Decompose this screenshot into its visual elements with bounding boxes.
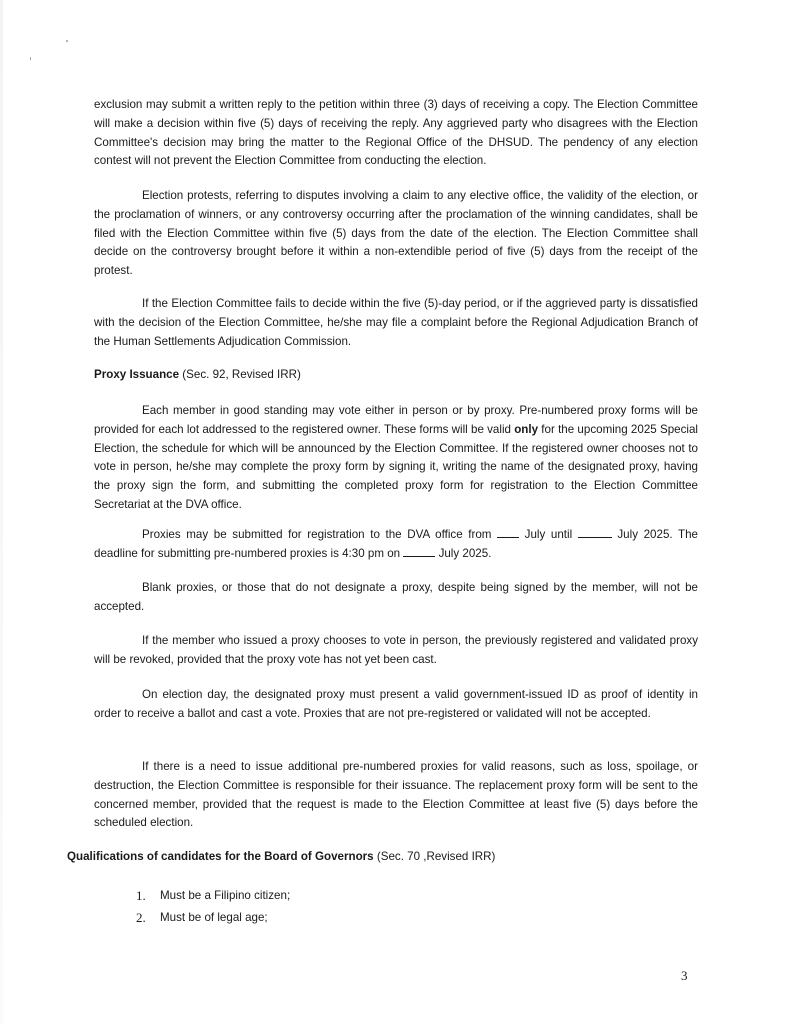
paragraph-election-protests: Election protests, referring to disputes involving a claim to any elective office, the validity of the election, or the proclamation of winners, or any controversy occurring after the proclamation of the winning candidates, shall be filed with the Election Committee within five (5) days from the date of the election. The Election Committee shall decide on the controversy brought before it within a non-extendible period of five (5) days from the receipt of the protest. xyxy=(94,189,698,278)
heading-bold-text: Proxy Issuance xyxy=(94,368,180,381)
heading-reference-text: (Sec. 70 ,Revised IRR) xyxy=(373,850,496,863)
paragraph-proxy-voting xyxy=(94,402,698,515)
registration-text-part: July 2025. The deadline for submitting pre-numbered proxies is 4:30 pm on xyxy=(94,528,698,560)
paragraph-proxy-revocation: If the member who issued a proxy chooses to vote in person, the previously registered and validated proxy will be revoked, provided that the proxy vote has not yet been cast. xyxy=(94,634,698,666)
list-item-text: Must be of legal age; xyxy=(160,911,268,924)
qualifications-list xyxy=(136,885,290,929)
paragraph-committee-failure: If the Election Committee fails to decide within the five (5)-day period, or if the aggrieved party is dissatisfied with the decision of the Election Committee, he/she may file a complaint before the Regional Adjudication Branch of the Human Settlements Adjudication Commission. xyxy=(94,297,698,348)
paragraph-exclusion-reply: exclusion may submit a written reply to the petition within three (3) days of receiving a copy. The Election Committee will make a decision within five (5) days of receiving the reply. Any aggrieved party who disagrees with the Election Committee's decision may bring the matter to the Regional Office of the DHSUD. The pendency of any election contest will not prevent the Election Committee from conducting the election. xyxy=(94,98,698,168)
heading-bold-text: Qualifications of candidates for the Board of Governors xyxy=(67,850,374,863)
registration-text-part: July until xyxy=(519,528,578,541)
scan-speck xyxy=(66,40,68,42)
list-item-text: Must be a Filipino citizen; xyxy=(160,889,291,902)
section-heading-qualifications xyxy=(67,848,495,867)
heading-reference-text: (Sec. 92, Revised IRR) xyxy=(179,368,301,381)
list-item xyxy=(136,907,290,929)
list-item-number: 1. xyxy=(136,888,146,903)
proxy-text-part: Each member in good standing may vote either in person or by proxy. Pre-numbered proxy forms will be provided for each lot addressed to the registered owner. These forms will be valid xyxy=(94,404,698,436)
registration-text-part: Proxies may be submitted for registration to the DVA office from xyxy=(142,528,498,541)
registration-text-part: July 2025. xyxy=(435,546,492,560)
list-item-number: 2. xyxy=(136,910,146,925)
paragraph-additional-proxies: If there is a need to issue additional pre-numbered proxies for valid reasons, such as loss, spoilage, or destruction, the Election Committee is responsible for their issuance. The replacement proxy form will be sent to the concerned member, provided that the request is made to the Election Committee at least five (5) days before the scheduled election. xyxy=(94,760,698,830)
list-item xyxy=(136,885,290,907)
proxy-text-emphasis: only xyxy=(514,422,539,436)
page-edge-shadow xyxy=(0,0,3,1024)
paragraph-election-day-id: On election day, the designated proxy must present a valid government-issued ID as proof of identity in order to receive a ballot and cast a vote. Proxies that are not pre-registered or validated will not be accepted. xyxy=(94,688,698,720)
blank-date-field xyxy=(578,527,612,538)
paragraph-proxy-registration-dates xyxy=(94,526,698,564)
blank-date-field xyxy=(497,527,519,538)
proxy-text-part: for the upcoming 2025 Special Election, the schedule for which will be announced by the Election Committee. If the registered owner chooses not to vote in person, he/she may complete the proxy form by signing it, writing the name of the designated proxy, having the proxy sign the form, and submitting the completed proxy form for registration to the Election Committee Secretariat at the DVA office. xyxy=(94,422,698,511)
section-heading-proxy-issuance xyxy=(94,366,301,385)
page-number: 3 xyxy=(681,968,688,983)
blank-date-field xyxy=(403,546,435,557)
scan-speck xyxy=(30,57,31,60)
paragraph-blank-proxies: Blank proxies, or those that do not designate a proxy, despite being signed by the member, will not be accepted. xyxy=(94,581,698,613)
